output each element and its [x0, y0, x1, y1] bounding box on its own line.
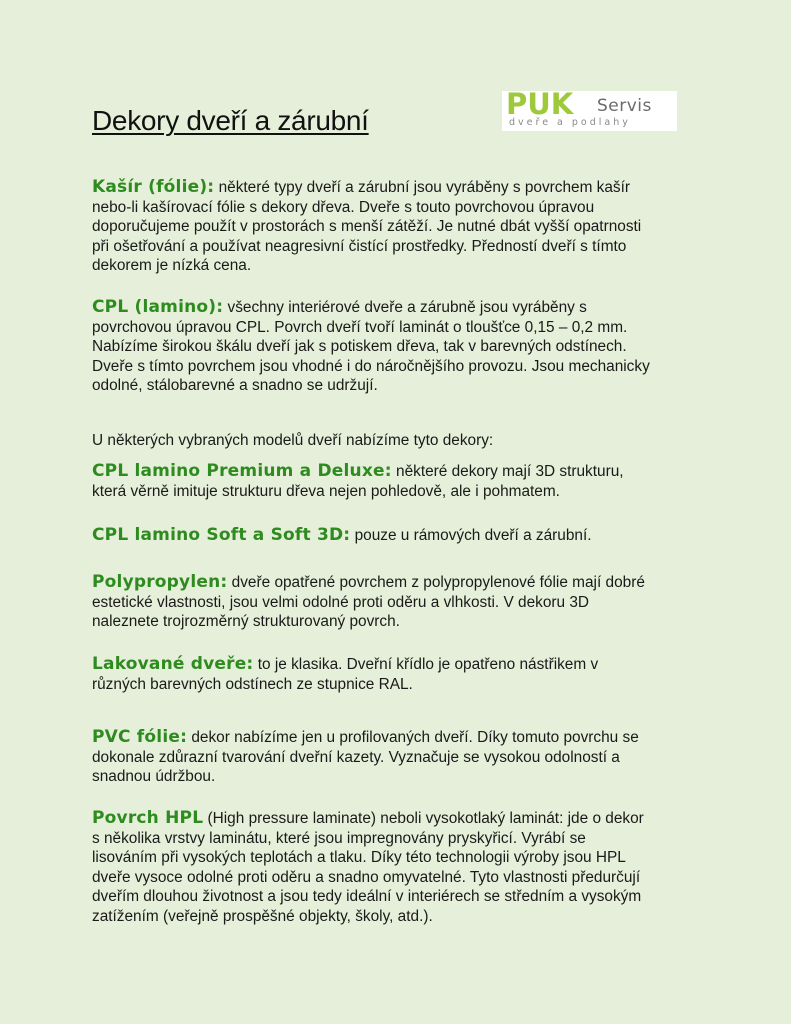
cpl-text-line-1: všechny interiérové dveře a zárubně jsou vyráběny s — [223, 299, 587, 316]
term-premium: CPL lamino Premium a Deluxe: — [92, 461, 392, 481]
polypropylen-text-line-2: estetické vlastnosti, jsou velmi odolné proti oděru a vlhkosti. V dekoru 3D — [92, 593, 590, 611]
logo-brand: PUK — [506, 87, 574, 121]
section-cpl-first-line — [92, 298, 707, 318]
logo-tagline: dveře a podlahy — [509, 117, 631, 128]
cpl-text-line-4: Dveře s tímto povrchem jsou vhodné i do náročnějšího provozu. Jsou mechanicky — [92, 357, 650, 375]
logo-servis: Servis — [597, 96, 652, 116]
hpl-text-line-1: (High pressure laminate) neboli vysokotlaký laminát: jde o dekor — [203, 810, 644, 827]
section-soft-first-line — [92, 526, 707, 546]
pvc-text-line-2: dokonale zdůrazní tvarování dveřní kazety. Vyznačuje se vysokou odolností a — [92, 748, 620, 766]
pvc-text-line-1: dekor nabízíme jen u profilovaných dveří. Díky tomuto povrchu se — [187, 729, 639, 746]
hpl-text-line-5: dveřím dlouhou životnost a jsou tedy ideální v interiérech se středním a vysokým — [92, 888, 642, 905]
premium-text-line-2: která věrně imituje strukturu dřeva nejen pohledově, ale i pohmatem. — [92, 482, 560, 500]
term-lakovane: Lakované dveře: — [92, 654, 254, 674]
section-pvc-first-line — [92, 728, 707, 748]
kasir-text-line-1: některé typy dveří a zárubní jsou vyráběny s povrchem kašír — [214, 179, 631, 196]
intro-text: U některých vybraných modelů dveří nabízíme tyto dekory: — [92, 432, 494, 449]
premium-text-line-1: některé dekory mají 3D strukturu, — [391, 463, 624, 480]
lakovane-text-line-2: různých barevných odstínech ze stupnice RAL. — [92, 675, 413, 693]
soft-text-line-1: pouze u rámových dveří a zárubní. — [350, 527, 592, 544]
term-kasir: Kašír (fólie): — [92, 177, 215, 197]
cpl-text-line-5: odolné, stálobarevné a snadno se udržují. — [92, 377, 378, 394]
hpl-text-line-6: zatížením (veřejně prospěšné objekty, školy, atd.). — [92, 907, 433, 925]
hpl-text-line-4: dveře vysoce odolné proti oděru a snadno omyvatelné. Tyto vlastnosti předurčují — [92, 868, 641, 886]
section-soft — [92, 526, 707, 546]
section-pvc — [92, 728, 707, 787]
section-intro — [92, 431, 707, 451]
cpl-text-line-2: povrchovou úpravou CPL. Povrch dveří tvoří laminát o tloušťce 0,15 – 0,2 mm. — [92, 318, 628, 336]
kasir-text-line-3: doporučujeme použít v prostorách s menší zátěží. Je nutné dbát vyšší opatrnosti — [92, 218, 642, 235]
lakovane-text-line-1: to je klasika. Dveřní křídlo je opatřeno nástřikem v — [253, 656, 599, 673]
section-lakovane — [92, 655, 707, 694]
polypropylen-text-line-1: dveře opatřené povrchem z polypropylenové fólie mají dobré — [227, 574, 645, 591]
puk-servis-logo — [502, 87, 677, 131]
term-polypropylen: Polypropylen: — [92, 572, 228, 592]
section-polypropylen — [92, 573, 707, 632]
section-hpl-first-line — [92, 809, 707, 829]
section-kasir-first-line — [92, 178, 707, 198]
pvc-text-line-3: snadnou údržbou. — [92, 768, 216, 785]
kasir-text-line-5: dekorem je nízká cena. — [92, 257, 252, 274]
term-hpl: Povrch HPL — [92, 808, 204, 828]
term-soft: CPL lamino Soft a Soft 3D: — [92, 525, 351, 545]
term-pvc: PVC fólie: — [92, 727, 188, 747]
kasir-text-line-2: nebo-li kašírovací fólie s dekory dřeva. Dveře s touto povrchovou úpravou — [92, 198, 595, 216]
polypropylen-text-line-3: naleznete trojrozměrný strukturovaný povrch. — [92, 613, 400, 630]
section-premium — [92, 462, 707, 501]
section-cpl — [92, 298, 707, 396]
section-premium-first-line — [92, 462, 707, 482]
cpl-text-line-3: Nabízíme širokou škálu dveří jak s potiskem dřeva, tak v barevných odstínech. — [92, 338, 627, 355]
kasir-text-line-4: při ošetřování a používat neagresivní čistící prostředky. Předností dveří s tímto — [92, 237, 627, 255]
hpl-text-line-2: s několika vrstvy laminátu, které jsou impregnovány pryskyřicí. Vyrábí se — [92, 829, 586, 847]
section-polypropylen-first-line — [92, 573, 707, 593]
hpl-text-line-3: lisováním při vysokých teplotách a tlaku. Díky této technologii výroby jsou HPL — [92, 849, 626, 866]
page-title: Dekory dveří a zárubní — [92, 105, 369, 136]
section-hpl — [92, 809, 707, 926]
section-lakovane-first-line — [92, 655, 707, 675]
section-kasir — [92, 178, 707, 276]
term-cpl: CPL (lamino): — [92, 297, 224, 317]
